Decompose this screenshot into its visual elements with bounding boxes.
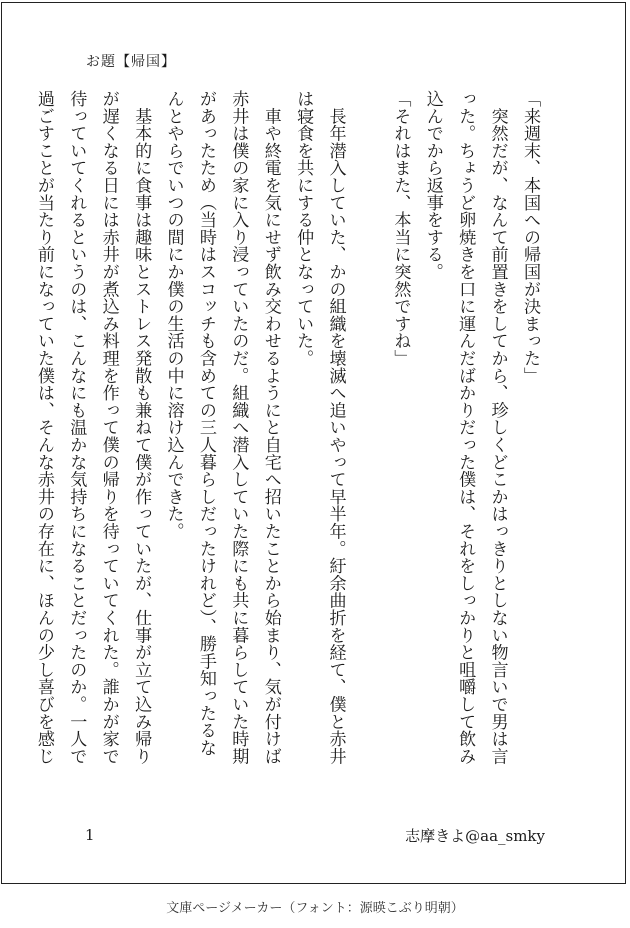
text-line: があったため（当時はスコッチも含めての三人暮らしだったけれど）、勝手知ったるな	[195, 90, 216, 757]
text-line: 「それはまた、本当に突然ですね」	[390, 90, 411, 367]
text-line: は寝食を共にする仲となっていた。	[293, 90, 314, 367]
page-number: 1	[85, 826, 95, 844]
body-text	[33, 90, 546, 808]
text-line: 込んでから返事をする。	[422, 90, 443, 281]
text-line: った。ちょうど卵焼きを口に運んだばかりだった僕は、それをしっかりと咀嚼して飲み	[455, 90, 476, 765]
text-line: 車や終電を気にせず飲み交わせるようにと自宅へ招いたことから始まり、気が付けば	[260, 90, 281, 765]
text-line: が遅くなる日には赤井が煮込み料理を作って僕の帰りを待っていてくれた。誰かが家で	[98, 90, 119, 765]
author-credit: 志摩きよ@aa_smky	[405, 827, 545, 845]
page-frame	[1, 2, 626, 884]
text-line: 長年潜入していた、かの組織を壊滅へ追いやって早半年。紆余曲折を経て、僕と赤井	[325, 90, 346, 765]
page-header: お題【帰国】	[86, 54, 176, 70]
text-line: 突然だが、なんて前置きをしてから、珍しくどこかはっきりとしない物言いで男は言	[487, 90, 508, 765]
text-line: 待っていてくれるというのは、こんなにも温かな気持ちになることだったのか。一人で	[66, 90, 87, 765]
text-line: 赤井は僕の家に入り浸っていたのだ。組織へ潜入していた際にも共に暮らしていた時期	[228, 90, 249, 765]
text-line	[352, 90, 384, 808]
text-line: んとやらでいつの間にか僕の生活の中に溶け込んできた。	[163, 90, 184, 540]
vertical-text-column	[28, 90, 547, 808]
generator-credit: 文庫ページメーカー（フォント：源暎こぶり明朝）	[166, 901, 464, 916]
text-line: 基本的に食事は趣味とストレス発散も兼ねて僕が作っていたが、仕事が立て込み帰り	[131, 90, 152, 765]
text-line: 過ごすことが当たり前になっていた僕は、そんな赤井の存在に、ほんの少し喜びを感じ	[33, 90, 54, 765]
text-line: 「来週末、本国への帰国が決まった」	[520, 90, 540, 385]
